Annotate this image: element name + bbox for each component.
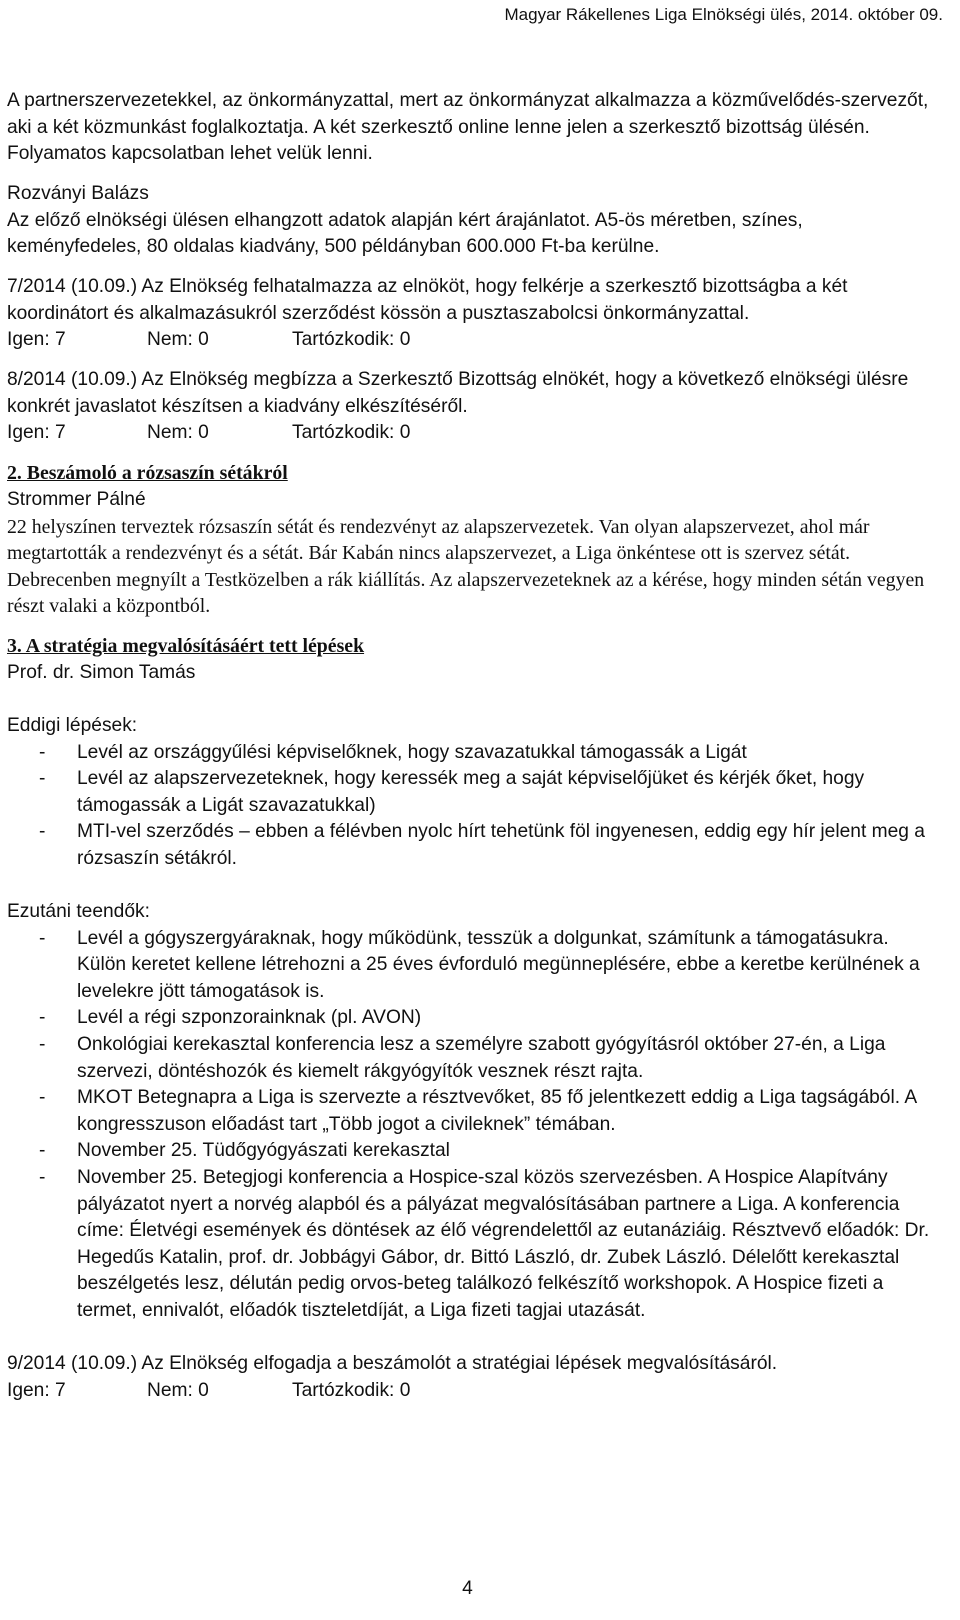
- section-2-speaker: Strommer Pálné: [7, 488, 146, 510]
- resolution-7-text: 7/2014 (10.09.) Az Elnökség felhatalmazza az elnököt, hogy felkérje a szerkesztő bizottságba a két koordinátort és alkalmazásukról szerződést kössön a pusztaszabolcsi önkormányzattal.: [7, 276, 848, 324]
- list-item: - MKOT Betegnapra a Liga is szervezte a résztvevőket, 85 fő jelentkezett eddig a Liga tagságából. A kongresszuson előadást tart „Több jogot a civileknek” témában.: [7, 1085, 942, 1138]
- vote-abstain: Tartózkodik: 0: [292, 329, 411, 351]
- section-3-heading: 3. A stratégia megvalósításáért tett lépések: [7, 635, 365, 658]
- vote-no: Nem: 0: [147, 329, 209, 351]
- ezutani-label: Ezutáni teendők:: [7, 901, 150, 923]
- list-item: - Levél az alapszervezeteknek, hogy keressék meg a saját képviselőjüket és kérjék őket, hogy támogassák a Ligát szavazatukkal): [7, 766, 942, 819]
- list-item: - Levél a gógyszergyáraknak, hogy működünk, tesszük a dolgunkat, számítunk a támogatásukra. Külön keretet kellene létrehozni a 25 éves évforduló megünneplésére, ebbe a keretbe kerülnének a levelekre jött támogatások is.: [7, 926, 942, 1006]
- document-body: [7, 88, 942, 1404]
- resolution-9-text: 9/2014 (10.09.) Az Elnökség elfogadja a beszámolót a stratégiai lépések megvalósításáról.: [7, 1353, 778, 1375]
- speaker-rozvanyi: Rozványi Balázs: [7, 183, 149, 205]
- page-number: 4: [462, 1578, 473, 1599]
- vote-no: Nem: 0: [147, 422, 209, 444]
- list-item: - Levél a régi szponzorainknak (pl. AVON): [7, 1005, 942, 1032]
- section-2-heading: 2. Beszámoló a rózsaszín sétákról: [7, 462, 288, 485]
- vote-abstain: Tartózkodik: 0: [292, 1379, 411, 1401]
- list-item: - Levél az országgyűlési képviselőknek, hogy szavazatukkal támogassák a Ligát: [7, 740, 942, 767]
- resolution-9-vote: [7, 1378, 942, 1405]
- rozvanyi-paragraph: Az előző elnökségi ülésen elhangzott adatok alapján kért árajánlatot. A5-ös méretben, színes, keményfedeles, 80 oldalas kiadvány, 500 példányban 600.000 Ft-ba kerülne.: [7, 209, 803, 258]
- section-2-paragraph: 22 helyszínen terveztek rózsaszín sétát és rendezvényt az alapszervezetek. Van olyan alapszervezet, ahol már megtartották a rendezvényt és a sétát. Bár Kabán nincs alapszervezet, a Liga önkéntese ott is szervez sétát. Debrecenben megnyílt a Testközelben a rák kiállítás. Az alapszervezeteknek az a kérése, hogy minden sétán vegyen részt valaki a központból.: [7, 515, 925, 618]
- resolution-7-vote: [7, 327, 942, 354]
- eddigi-list: [7, 740, 942, 873]
- vote-yes: Igen: 7: [7, 422, 66, 444]
- list-item: - November 25. Betegjogi konferencia a Hospice-szal közös szervezésben. A Hospice Alapítvány pályázatot nyert a norvég alapból és a pályázat megvalósításában partnere a Liga. A konferencia címe: Életvégi események és döntések az élő végrendelettől az eutanáziáig. Résztvevő előadók: Dr. Hegedűs Katalin, prof. dr. Jobbágyi Gábor, dr. Bittó László, dr. Zubek László. Délelőtt kerekasztal beszélgetés lesz, délután pedig orvos-beteg találkozó felkészítő workshopok. A Hospice fizeti a termet, ennivalót, előadók tiszteletdíját, a Liga fizeti tagjai utazását.: [7, 1165, 942, 1325]
- ezutani-list: [7, 926, 942, 1325]
- vote-no: Nem: 0: [147, 1379, 209, 1401]
- resolution-8-vote: [7, 420, 942, 447]
- resolution-8-text: 8/2014 (10.09.) Az Elnökség megbízza a Szerkesztő Bizottság elnökét, hogy a következő elnökségi ülésre konkrét javaslatot készítsen a kiadvány elkészítéséről.: [7, 369, 909, 417]
- eddigi-label: Eddigi lépések:: [7, 714, 138, 736]
- section-3-speaker: Prof. dr. Simon Tamás: [7, 661, 196, 683]
- vote-yes: Igen: 7: [7, 1379, 66, 1401]
- intro-paragraph: A partnerszervezetekkel, az önkormányzattal, mert az önkormányzat alkalmazza a közművelődés-szervezőt, aki a két közmunkást foglalkoztatja. A két szerkesztő online lenne jelen a szerkesztő bizottság ülésén. Folyamatos kapcsolatban lehet velük lenni.: [7, 90, 929, 165]
- vote-yes: Igen: 7: [7, 329, 66, 351]
- page-header: Magyar Rákellenes Liga Elnökségi ülés, 2014. október 09.: [504, 5, 943, 24]
- vote-abstain: Tartózkodik: 0: [292, 422, 411, 444]
- list-item: - MTI-vel szerződés – ebben a félévben nyolc hírt tehetünk föl ingyenesen, eddig egy hír jelent meg a rózsaszín sétákról.: [7, 819, 942, 872]
- list-item: - Onkológiai kerekasztal konferencia lesz a személyre szabott gyógyításról október 27-én, a Liga szervezi, döntéshozók és kiemelt rákgyógyítók vesznek részt rajta.: [7, 1032, 942, 1085]
- list-item: - November 25. Tüdőgyógyászati kerekasztal: [7, 1138, 942, 1165]
